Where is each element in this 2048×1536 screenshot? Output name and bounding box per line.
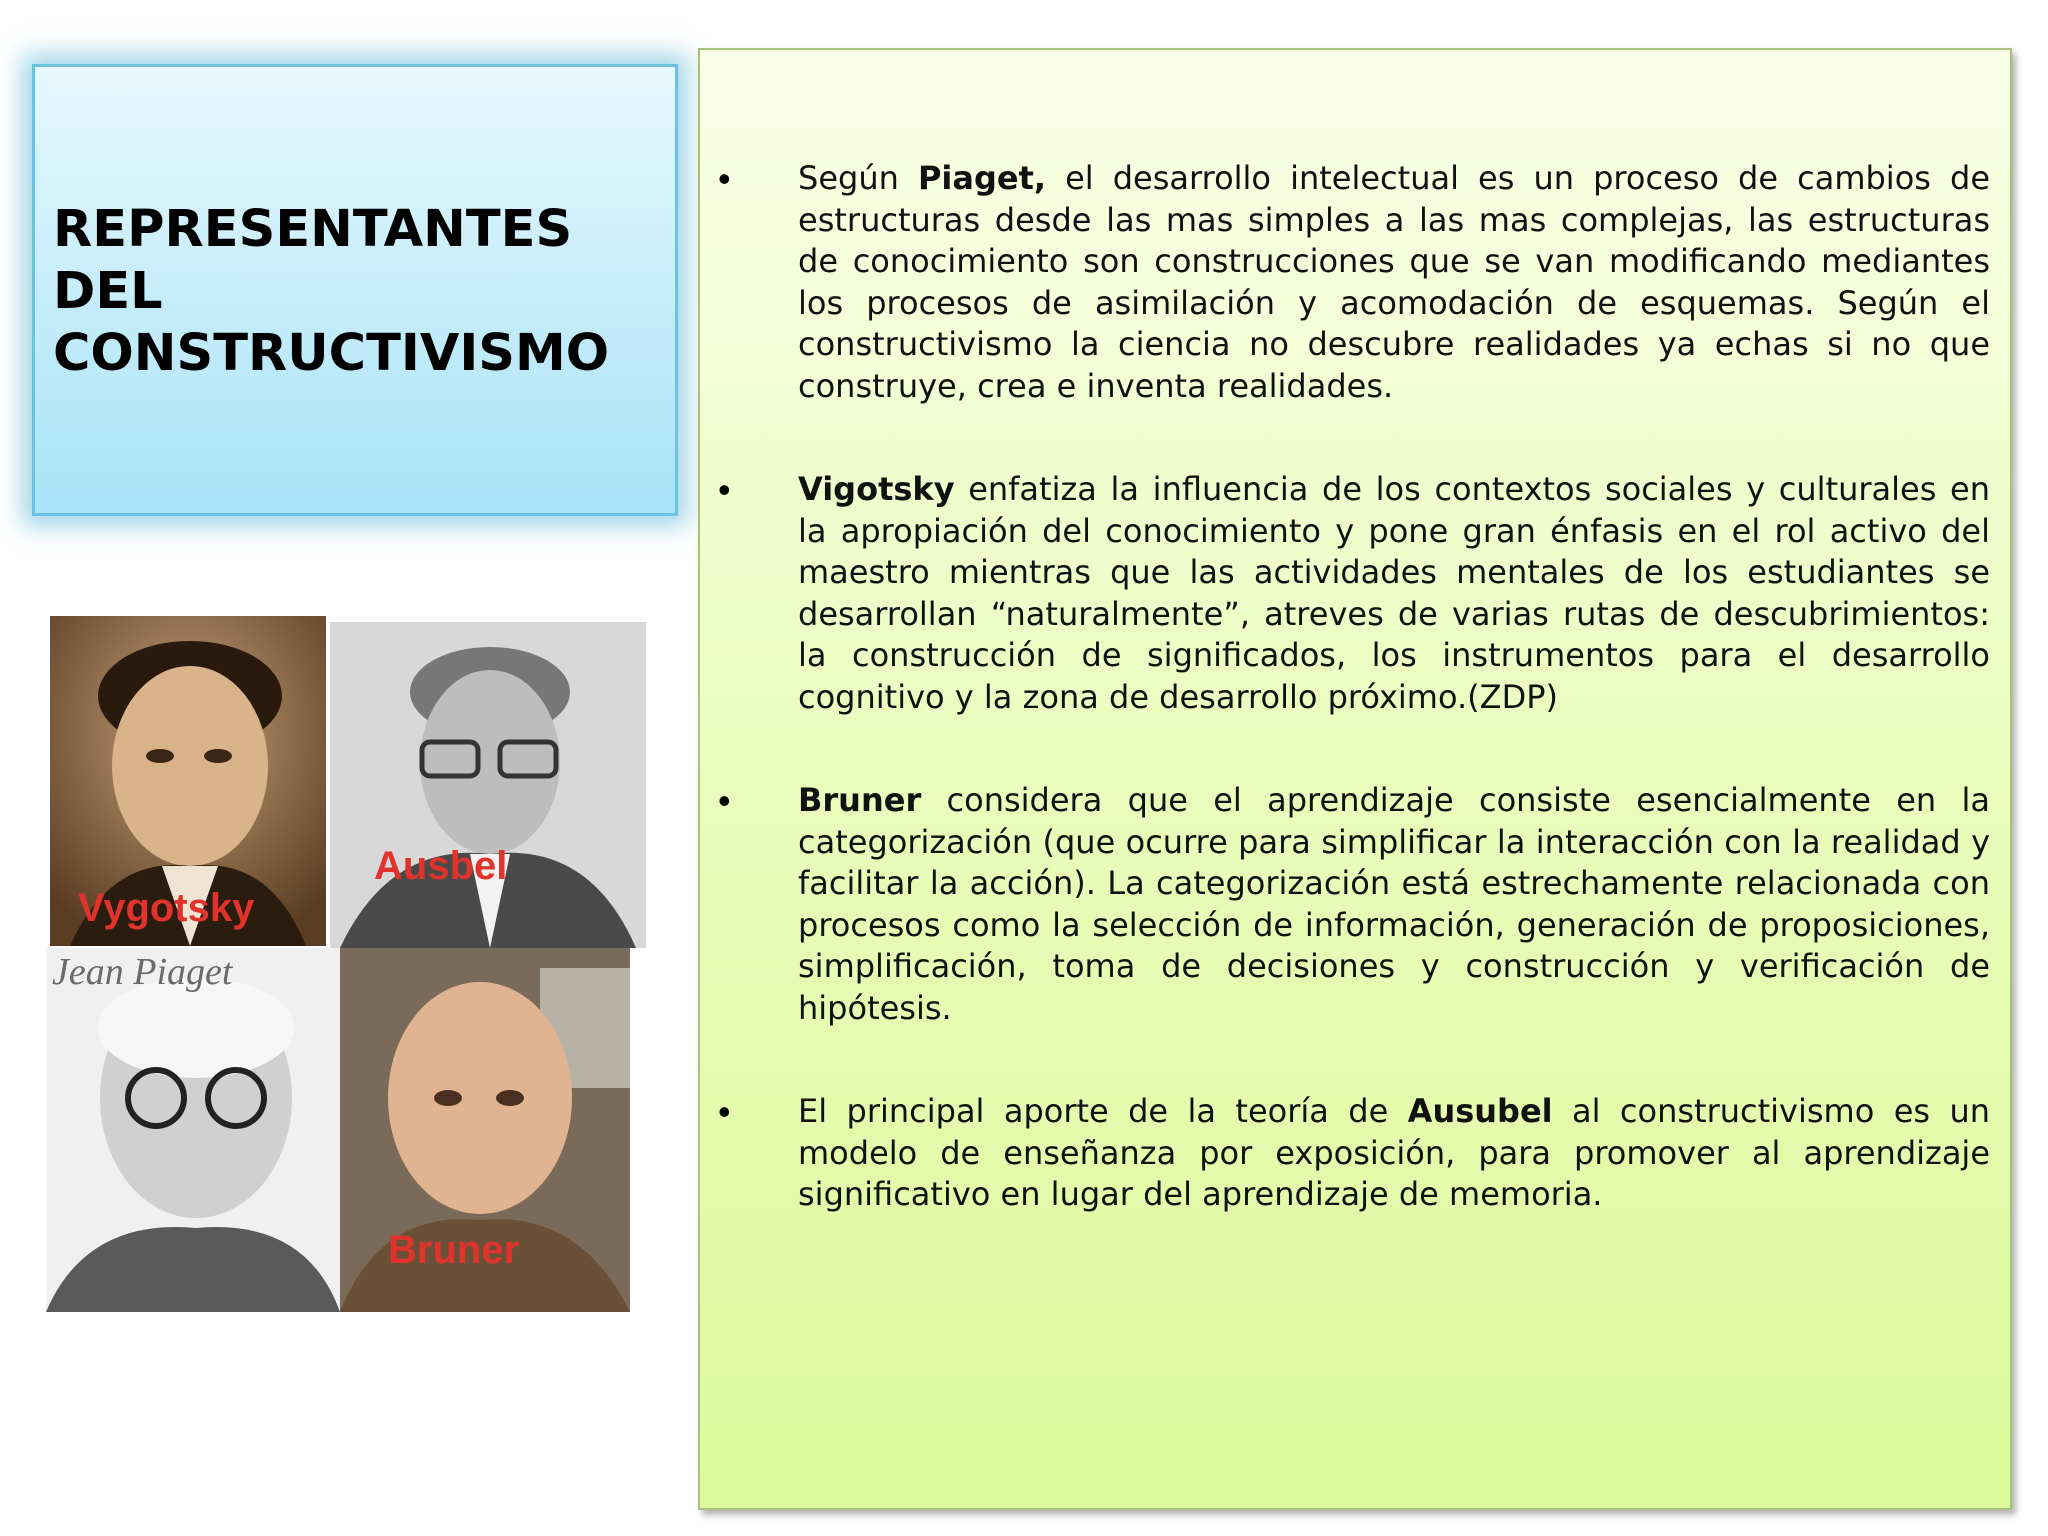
bullet-marker: • — [718, 158, 731, 199]
slide-title: REPRESENTANTES DEL CONSTRUCTIVISMO — [53, 200, 610, 383]
bullet-text: El principal aporte de la teoría de Ausubel al constructivismo es un modelo de enseñanza por exposición, para promover al aprendizaje significativo en lugar del aprendizaje de memoria. — [798, 1092, 1991, 1213]
bullet-marker: • — [718, 469, 731, 510]
bullet-text: Vigotsky enfatiza la influencia de los contextos sociales y culturales en la apropiación del conocimiento y pone gran énfasis en el rol activo del maestro mientras que las actividades mentales de los estudiantes se desarrollan “naturalmente”, atreves de varias rutas de descubrimientos: la construcción de significados, los instrumentos para el desarrollo cognitivo y la zona de desarrollo próximo.(ZDP) — [798, 470, 1990, 716]
bullet-marker: • — [718, 780, 731, 821]
ausbel-label: Ausbel — [374, 844, 508, 888]
piaget-photo — [46, 948, 340, 1312]
piaget-label: Jean Piaget — [52, 951, 233, 993]
representatives-collage — [46, 612, 646, 1312]
bullet-text: Según Piaget, el desarrollo intelectual es un proceso de cambios de estructuras desde las mas simples a las mas complejas, las estructuras de conocimiento son construcciones que se van modificando mediantes los procesos de asimilación y acomodación de esquemas. Según el constructivismo la ciencia no descubre realidades ya echas si no que construye, crea e inventa realidades. — [798, 159, 1991, 405]
bruner-label: Bruner — [388, 1228, 520, 1272]
content-panel — [698, 48, 2012, 1510]
bullet-marker: • — [718, 1091, 731, 1132]
ausbel-photo — [330, 622, 646, 948]
bullet-bruner — [700, 780, 2010, 1029]
bullet-ausubel — [700, 1091, 2010, 1216]
vygotsky-label: Vygotsky — [78, 886, 255, 930]
bullet-list — [700, 158, 2010, 1278]
bullet-vigotsky — [700, 469, 2010, 718]
bullet-piaget — [700, 158, 2010, 407]
bullet-text: Bruner considera que el aprendizaje consiste esencialmente en la categorización (que ocurre para simplificar la interacción con la realidad y facilitar la acción). La categorización está estrechamente relacionada con procesos como la selección de información, generación de proposiciones, simplificación, toma de decisiones y construcción y verificación de hipótesis. — [798, 781, 1990, 1027]
bruner-photo — [340, 948, 630, 1312]
title-box — [32, 64, 678, 516]
vygotsky-photo — [50, 616, 326, 946]
